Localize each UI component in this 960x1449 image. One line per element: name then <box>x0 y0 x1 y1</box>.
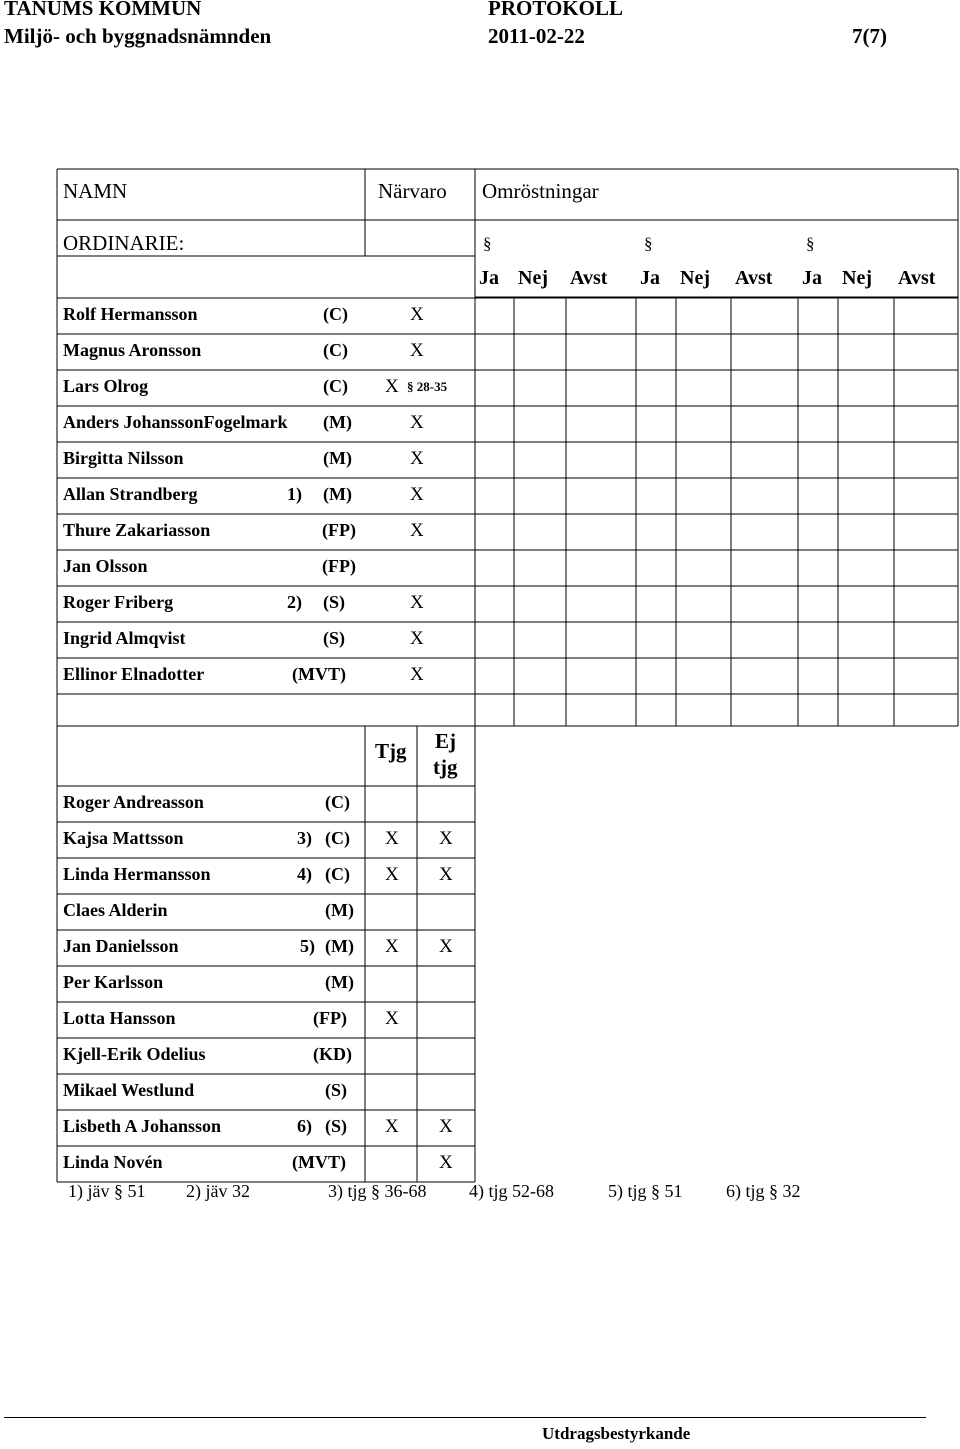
substitute-name: Per Karlsson <box>63 972 164 992</box>
doc-type: PROTOKOLL <box>488 0 623 20</box>
vote-label: Ja <box>640 267 660 289</box>
member-party: (S) <box>323 628 345 648</box>
presence-mark: X <box>410 520 424 541</box>
substitute-party: (KD) <box>313 1044 352 1064</box>
member-party: (FP) <box>322 556 356 576</box>
serving-mark: X <box>385 1116 399 1137</box>
presence-mark: X <box>410 412 424 433</box>
presence-mark: X <box>410 340 424 361</box>
column-header-serving: Tjg <box>375 739 407 763</box>
vote-label: Nej <box>518 267 548 289</box>
substitute-name: Linda Novén <box>63 1152 163 1172</box>
member-party: (FP) <box>322 520 356 540</box>
member-name: Rolf Hermansson <box>63 304 198 324</box>
member-name: Roger Friberg <box>63 592 174 612</box>
footnote: 5) tjg § 51 <box>608 1181 683 1201</box>
column-header-presence: Närvaro <box>378 179 447 203</box>
substitute-note: 4) <box>297 864 312 884</box>
substitute-party: (C) <box>325 792 350 812</box>
member-note: 2) <box>287 592 302 612</box>
member-party: (C) <box>323 340 348 360</box>
footnote: 2) jäv 32 <box>186 1181 250 1201</box>
member-name: Lars Olrog <box>63 376 149 396</box>
column-header-name: NAMN <box>63 179 128 203</box>
signature-line <box>4 1417 926 1418</box>
substitute-note: 6) <box>297 1116 312 1136</box>
member-name: Magnus Aronsson <box>63 340 202 360</box>
substitute-party: (M) <box>325 972 354 992</box>
substitute-name: Claes Alderin <box>63 900 168 920</box>
member-party: (M) <box>323 448 352 468</box>
serving-mark: X <box>385 1008 399 1029</box>
presence-mark: X <box>410 484 424 505</box>
presence-mark: X <box>410 628 424 649</box>
column-header-not-serving-2: tjg <box>433 755 458 779</box>
member-party: (MVT) <box>292 664 346 684</box>
page-number: 7(7) <box>852 24 887 48</box>
substitute-name: Jan Danielsson <box>63 936 179 956</box>
substitute-party: (S) <box>325 1080 347 1100</box>
vote-label: Nej <box>842 267 872 289</box>
substitute-party: (M) <box>325 936 354 956</box>
substitute-party: (C) <box>325 828 350 848</box>
section-ordinary-label: ORDINARIE: <box>63 231 185 255</box>
vote-label: Nej <box>680 267 710 289</box>
member-name: Ingrid Almqvist <box>63 628 186 648</box>
substitute-name: Mikael Westlund <box>63 1080 195 1100</box>
substitute-party: (FP) <box>313 1008 347 1028</box>
member-party: (C) <box>323 376 348 396</box>
serving-mark: X <box>385 936 399 957</box>
signature-label: Utdragsbestyrkande <box>542 1424 691 1443</box>
member-name: Ellinor Elnadotter <box>63 664 205 684</box>
vote-label: Avst <box>898 267 936 289</box>
presence-mark: X <box>410 448 424 469</box>
not-serving-mark: X <box>439 936 453 957</box>
serving-mark: X <box>385 864 399 885</box>
section-mark: § <box>644 234 653 253</box>
vote-label: Avst <box>570 267 608 289</box>
member-name: Thure Zakariasson <box>63 520 211 540</box>
substitute-name: Linda Hermansson <box>63 864 211 884</box>
column-header-not-serving: Ej <box>435 729 456 753</box>
member-name: Birgitta Nilsson <box>63 448 184 468</box>
footnote: 4) tjg 52-68 <box>469 1181 554 1201</box>
footnote: 6) tjg § 32 <box>726 1181 801 1201</box>
presence-mark: X <box>410 664 424 685</box>
substitute-name: Kjell-Erik Odelius <box>63 1044 206 1064</box>
not-serving-mark: X <box>439 1152 453 1173</box>
section-mark: § <box>483 234 492 253</box>
vote-label: Ja <box>479 267 499 289</box>
not-serving-mark: X <box>439 864 453 885</box>
substitute-name: Kajsa Mattsson <box>63 828 184 848</box>
member-party: (M) <box>323 412 352 432</box>
substitute-name: Roger Andreasson <box>63 792 204 812</box>
board-name: Miljö- och byggnadsnämnden <box>4 24 272 48</box>
substitute-note: 5) <box>300 936 315 956</box>
not-serving-mark: X <box>439 828 453 849</box>
presence-note: § 28-35 <box>407 379 448 394</box>
vote-label: Ja <box>802 267 822 289</box>
substitute-name: Lotta Hansson <box>63 1008 176 1028</box>
member-party: (C) <box>323 304 348 324</box>
not-serving-mark: X <box>439 1116 453 1137</box>
section-mark: § <box>806 234 815 253</box>
substitute-party: (M) <box>325 900 354 920</box>
substitute-party: (S) <box>325 1116 347 1136</box>
column-header-votes: Omröstningar <box>482 179 599 203</box>
serving-mark: X <box>385 828 399 849</box>
member-name: Jan Olsson <box>63 556 148 576</box>
substitute-party: (C) <box>325 864 350 884</box>
substitute-name: Lisbeth A Johansson <box>63 1116 222 1136</box>
substitute-party: (MVT) <box>292 1152 346 1172</box>
member-note: 1) <box>287 484 302 504</box>
doc-date: 2011-02-22 <box>488 24 585 48</box>
presence-mark: X <box>385 376 399 397</box>
presence-mark: X <box>410 304 424 325</box>
member-name: Allan Strandberg <box>63 484 198 504</box>
footnote: 3) tjg § 36-68 <box>328 1181 427 1201</box>
presence-mark: X <box>410 592 424 613</box>
member-party: (S) <box>323 592 345 612</box>
footnote: 1) jäv § 51 <box>68 1181 146 1201</box>
org-name: TANUMS KOMMUN <box>4 0 202 20</box>
vote-label: Avst <box>735 267 773 289</box>
member-party: (M) <box>323 484 352 504</box>
member-name: Anders JohanssonFogelmark <box>63 412 288 432</box>
substitute-note: 3) <box>297 828 312 848</box>
